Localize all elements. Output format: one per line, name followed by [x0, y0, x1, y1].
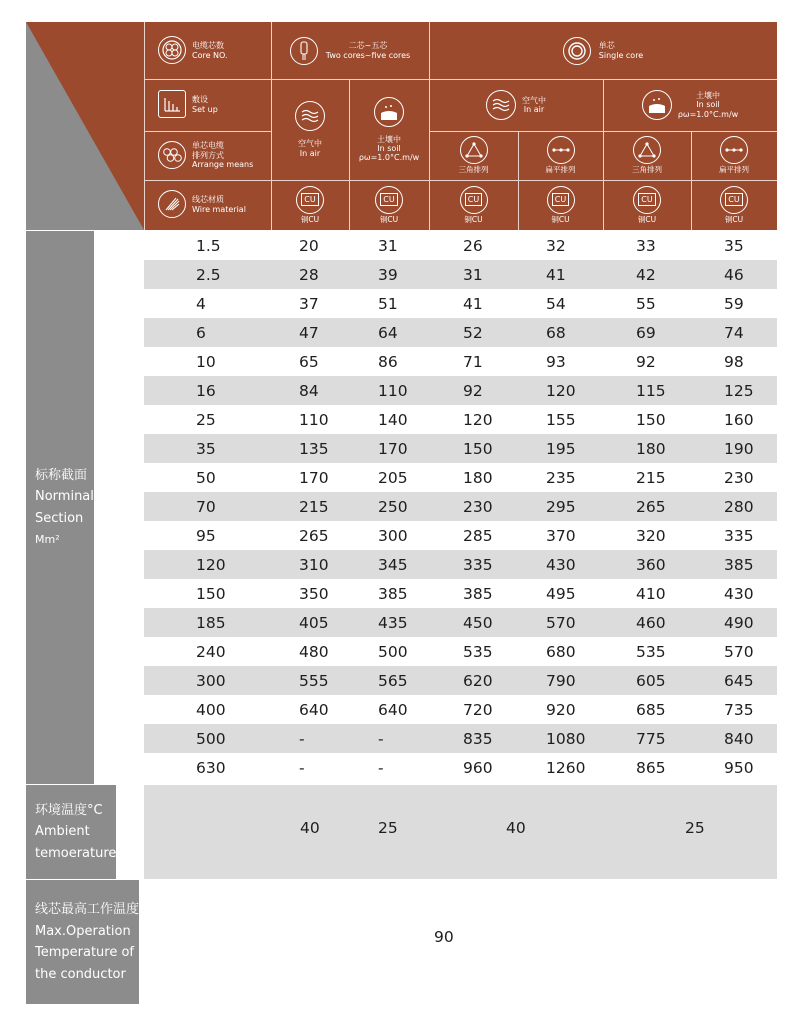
flat-arrangement-icon [720, 136, 748, 164]
table-header [26, 22, 777, 230]
current-value: - [378, 729, 384, 748]
current-value: 570 [724, 642, 754, 661]
current-value: 120 [463, 410, 493, 429]
ambient-value: 40 [506, 819, 526, 837]
soil-icon [642, 90, 672, 120]
table-row [144, 376, 777, 405]
current-value: 685 [636, 700, 666, 719]
current-value: 1260 [546, 758, 586, 777]
current-value: 98 [724, 352, 744, 371]
copper-cell: CU 铜CU [271, 180, 349, 230]
current-value: 59 [724, 294, 744, 313]
current-value: 42 [636, 265, 656, 284]
copper-cell: CU 铜CU [603, 180, 691, 230]
current-value: 535 [636, 642, 666, 661]
current-value: 190 [724, 439, 754, 458]
ambient-row [144, 785, 777, 879]
table-row [144, 318, 777, 347]
current-value: 180 [463, 468, 493, 487]
table-row [144, 347, 777, 376]
current-value: 310 [299, 555, 329, 574]
multi-in-soil-header: 土壤中 In soil ρω=1.0°C.m/w [349, 79, 429, 180]
triangle-arrangement-icon [633, 136, 661, 164]
current-value: 35 [724, 236, 744, 255]
flat-arrangement-icon [547, 136, 575, 164]
current-value: 640 [299, 700, 329, 719]
current-value: 775 [636, 729, 666, 748]
current-value: 350 [299, 584, 329, 603]
current-value: 215 [636, 468, 666, 487]
table-row [144, 231, 777, 260]
current-value: 54 [546, 294, 566, 313]
current-value: 460 [636, 613, 666, 632]
table-row [144, 492, 777, 521]
table-row [144, 405, 777, 434]
current-value: 150 [636, 410, 666, 429]
table-row [144, 289, 777, 318]
section-value: 95 [196, 526, 216, 545]
current-value: 500 [378, 642, 408, 661]
table-row [144, 434, 777, 463]
current-value: 430 [724, 584, 754, 603]
section-value: 630 [196, 758, 226, 777]
current-value: 92 [636, 352, 656, 371]
copper-icon: CU [547, 186, 575, 214]
current-value: 47 [299, 323, 319, 342]
current-value: 920 [546, 700, 576, 719]
current-value: 645 [724, 671, 754, 690]
current-value: 69 [636, 323, 656, 342]
current-value: 265 [636, 497, 666, 516]
current-value: 46 [724, 265, 744, 284]
max-temp-side-label: 线芯最高工作温度 Max.Operation Temperature of the conductor [26, 880, 139, 1004]
current-value: 205 [378, 468, 408, 487]
section-value: 2.5 [196, 265, 221, 284]
current-value: 640 [378, 700, 408, 719]
current-value: 620 [463, 671, 493, 690]
current-value: 385 [724, 555, 754, 574]
lay-lines-icon [158, 90, 186, 118]
flat-arrangement-header: 扁平排列 [691, 131, 777, 180]
current-value: 115 [636, 381, 666, 400]
current-value: 235 [546, 468, 576, 487]
current-value: 155 [546, 410, 576, 429]
current-value: 605 [636, 671, 666, 690]
current-value: 74 [724, 323, 744, 342]
current-value: 335 [724, 526, 754, 545]
section-value: 6 [196, 323, 206, 342]
copper-cell: CU 铜CU [349, 180, 429, 230]
soil-icon [374, 97, 404, 127]
current-value: 300 [378, 526, 408, 545]
single-core-ring-icon [563, 37, 591, 65]
current-value: 865 [636, 758, 666, 777]
current-value: 535 [463, 642, 493, 661]
two-five-cores-header: 二芯~五芯 Two cores~five cores [271, 22, 429, 79]
current-value: - [299, 729, 305, 748]
current-value: 265 [299, 526, 329, 545]
current-value: - [378, 758, 384, 777]
current-value: 93 [546, 352, 566, 371]
current-value: 32 [546, 236, 566, 255]
current-value: 570 [546, 613, 576, 632]
single-in-air-header: 空气中 In air [429, 79, 603, 131]
current-value: 480 [299, 642, 329, 661]
section-value: 25 [196, 410, 216, 429]
current-value: 320 [636, 526, 666, 545]
current-value: 110 [299, 410, 329, 429]
multicore-cable-icon [290, 37, 318, 65]
table-row [144, 463, 777, 492]
current-value: 285 [463, 526, 493, 545]
current-value: 385 [463, 584, 493, 603]
current-value: 835 [463, 729, 493, 748]
section-value: 4 [196, 294, 206, 313]
max-temp-row [144, 880, 777, 1004]
current-value: 435 [378, 613, 408, 632]
current-value: 430 [546, 555, 576, 574]
cable-bundle-icon [158, 141, 186, 169]
current-value: 195 [546, 439, 576, 458]
ambient-value: 25 [378, 819, 398, 837]
multi-in-air-header: 空气中 In air [271, 79, 349, 180]
current-value: 720 [463, 700, 493, 719]
table-row [144, 637, 777, 666]
current-value: 110 [378, 381, 408, 400]
single-core-header: 单芯 Single core [429, 22, 777, 79]
current-value: 160 [724, 410, 754, 429]
max-temp-value: 90 [434, 928, 454, 946]
copper-cell: CU 铜CU [691, 180, 777, 230]
air-waves-icon [486, 90, 516, 120]
header-corner [26, 22, 144, 230]
copper-icon: CU [633, 186, 661, 214]
current-value: 20 [299, 236, 319, 255]
current-value: 180 [636, 439, 666, 458]
current-value: - [299, 758, 305, 777]
section-value: 16 [196, 381, 216, 400]
current-value: 52 [463, 323, 483, 342]
wire-material-label: 线芯材质 Wire material [144, 180, 271, 230]
section-value: 35 [196, 439, 216, 458]
current-value: 680 [546, 642, 576, 661]
current-value: 68 [546, 323, 566, 342]
cable-cores-icon [158, 36, 186, 64]
section-value: 120 [196, 555, 226, 574]
current-value: 84 [299, 381, 319, 400]
air-waves-icon [295, 101, 325, 131]
current-value: 295 [546, 497, 576, 516]
current-value: 370 [546, 526, 576, 545]
current-value: 28 [299, 265, 319, 284]
copper-icon: CU [720, 186, 748, 214]
current-value: 280 [724, 497, 754, 516]
current-value: 555 [299, 671, 329, 690]
current-value: 495 [546, 584, 576, 603]
section-value: 150 [196, 584, 226, 603]
core-no-label: 电缆芯数 Core NO. [144, 22, 271, 79]
ambient-value: 40 [300, 819, 320, 837]
current-value: 140 [378, 410, 408, 429]
current-value: 64 [378, 323, 398, 342]
current-value: 215 [299, 497, 329, 516]
current-value: 790 [546, 671, 576, 690]
current-value: 31 [463, 265, 483, 284]
copper-cell: CU 铜CU [429, 180, 518, 230]
table-row [144, 608, 777, 637]
set-up-label: 敷设 Set up [144, 79, 271, 131]
section-value: 400 [196, 700, 226, 719]
current-value: 86 [378, 352, 398, 371]
triangle-arrangement-header: 三角排列 [429, 131, 518, 180]
current-value: 405 [299, 613, 329, 632]
copper-icon: CU [296, 186, 324, 214]
current-value: 92 [463, 381, 483, 400]
table-row [144, 724, 777, 753]
current-value: 150 [463, 439, 493, 458]
copper-icon: CU [460, 186, 488, 214]
flat-arrangement-header: 扁平排列 [518, 131, 603, 180]
current-value: 250 [378, 497, 408, 516]
triangle-arrangement-header: 三角排列 [603, 131, 691, 180]
section-value: 50 [196, 468, 216, 487]
table-row [144, 579, 777, 608]
ambient-value: 25 [685, 819, 705, 837]
table-row [144, 521, 777, 550]
table-row [144, 753, 777, 782]
table-row [144, 550, 777, 579]
current-value: 41 [463, 294, 483, 313]
arrange-means-label: 单芯电缆 排列方式 Arrange means [144, 131, 271, 180]
current-value: 565 [378, 671, 408, 690]
single-in-soil-header: 土壤中 In soil ρω=1.0°C.m/w [603, 79, 777, 131]
current-value: 450 [463, 613, 493, 632]
section-side-label: 标称截面 Norminal Section Mm² [26, 231, 94, 784]
triangle-arrangement-icon [460, 136, 488, 164]
copper-cell: CU 铜CU [518, 180, 603, 230]
current-value: 170 [299, 468, 329, 487]
section-value: 70 [196, 497, 216, 516]
current-value: 230 [463, 497, 493, 516]
table-row [144, 695, 777, 724]
corner-diagonal [26, 22, 144, 230]
ambient-side-label: 环境温度°C Ambient temoerature [26, 785, 116, 879]
section-value: 240 [196, 642, 226, 661]
current-value: 55 [636, 294, 656, 313]
current-value: 1080 [546, 729, 586, 748]
current-value: 65 [299, 352, 319, 371]
current-value: 37 [299, 294, 319, 313]
current-value: 135 [299, 439, 329, 458]
current-value: 385 [378, 584, 408, 603]
current-value: 410 [636, 584, 666, 603]
current-value: 735 [724, 700, 754, 719]
table-row [144, 260, 777, 289]
current-value: 960 [463, 758, 493, 777]
current-value: 335 [463, 555, 493, 574]
section-value: 300 [196, 671, 226, 690]
current-value: 31 [378, 236, 398, 255]
table-row [144, 666, 777, 695]
current-value: 360 [636, 555, 666, 574]
current-value: 26 [463, 236, 483, 255]
section-value: 185 [196, 613, 226, 632]
current-value: 120 [546, 381, 576, 400]
current-value: 950 [724, 758, 754, 777]
current-value: 39 [378, 265, 398, 284]
wire-strands-icon [158, 190, 186, 218]
current-value: 170 [378, 439, 408, 458]
current-value: 51 [378, 294, 398, 313]
current-value: 41 [546, 265, 566, 284]
current-value: 230 [724, 468, 754, 487]
current-value: 345 [378, 555, 408, 574]
copper-icon: CU [375, 186, 403, 214]
current-value: 71 [463, 352, 483, 371]
section-value: 10 [196, 352, 216, 371]
section-value: 500 [196, 729, 226, 748]
current-value: 125 [724, 381, 754, 400]
section-value: 1.5 [196, 236, 221, 255]
current-value: 33 [636, 236, 656, 255]
current-value: 840 [724, 729, 754, 748]
current-value: 490 [724, 613, 754, 632]
